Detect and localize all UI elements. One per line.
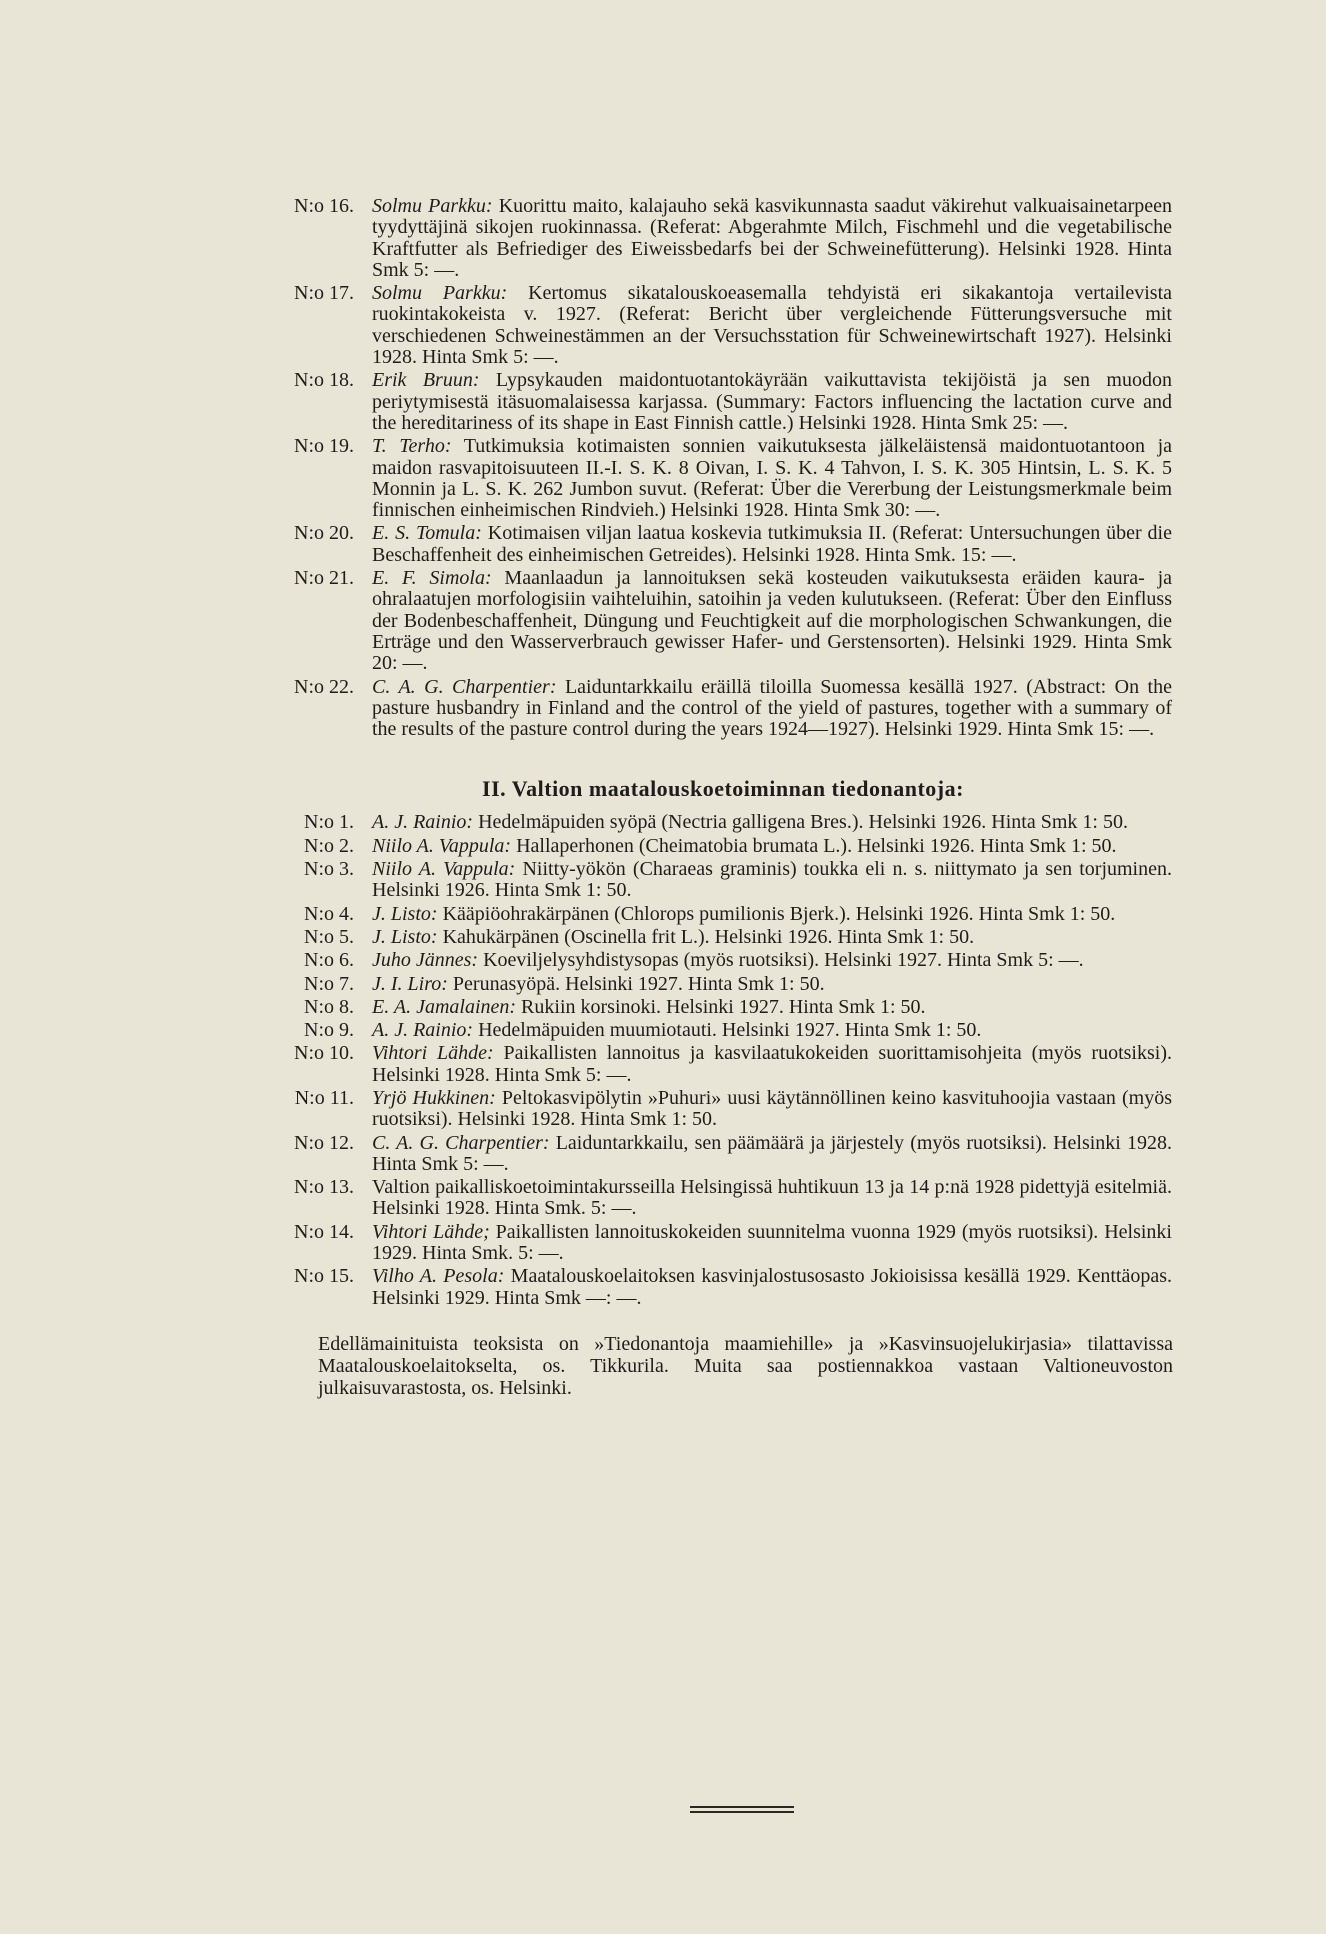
entry-author: Solmu Parkku: — [372, 282, 508, 305]
entry-author: C. A. G. Charpentier: — [372, 675, 557, 698]
entry-text — [372, 974, 1172, 995]
entry-description: Hallaperhonen (Cheimatobia brumata L.). Helsinki 1926. Hinta Smk 1: 50. — [511, 834, 1117, 857]
section-heading: II. Valtion maatalouskoetoiminnan tiedonantoja: — [482, 776, 964, 802]
entry-description: Maatalouskoelaitoksen kasvinjalostusosasto Jokioisissa kesällä 1929. Kenttäopas. Helsinki 1929. Hinta Smk —: —. — [372, 1265, 1172, 1309]
entry-description: Niitty-yökön (Charaeas graminis) toukka eli n. s. niittymato ja sen torjuminen. Helsinki 1926. Hinta Smk 1: 50. — [372, 858, 1172, 902]
entry-author: C. A. G. Charpentier: — [372, 1131, 550, 1154]
publication-entry — [0, 1043, 1326, 1086]
entry-number: N:o 3. — [304, 858, 354, 881]
publication-entry — [0, 436, 1326, 521]
publication-entry — [0, 523, 1326, 566]
closing-rule-top — [690, 1806, 794, 1808]
entry-description: Kuorittu maito, kalajauho sekä kasvikunnasta saadut väkirehut valkuaisainetarpeen tyydyttäjinä sikojen ruokinnassa. (Referat: Abgerahmte Milch, Fischmehl und die vegetabilische Kraftfutter als Befriediger des Eiweissbedarfs bei der Schweinefütterung). Helsinki 1928. Hinta Smk 5: —. — [372, 195, 1173, 281]
footer-note: Edellämainituista teoksista on »Tiedonantoja maamiehille» ja »Kasvinsuojelukirjasia» tilattavissa Maatalouskoelaitokselta, os. Tikkurila. Muita saa postiennakkoa vastaan Valtioneuvoston julkaisuvarastosta, os. Helsinki. — [318, 1332, 1173, 1399]
entry-text — [372, 370, 1172, 434]
entry-text — [372, 283, 1172, 368]
entry-number: N:o 21. — [294, 567, 354, 590]
entry-description: Rukiin korsinoki. Helsinki 1927. Hinta Smk 1: 50. — [516, 995, 926, 1018]
closing-rule-bottom — [690, 1811, 794, 1813]
entry-description: Paikallisten lannoitus ja kasvilaatukokeiden suorittamisohjeita (myös ruotsiksi). Helsinki 1928. Hinta Smk 5: —. — [372, 1042, 1172, 1086]
entry-description: Hedelmäpuiden muumiotauti. Helsinki 1927. Hinta Smk 1: 50. — [473, 1019, 982, 1042]
publication-entry — [0, 836, 1326, 857]
entry-author: A. J. Rainio: — [372, 811, 474, 834]
entry-number: N:o 16. — [294, 195, 354, 217]
entry-text — [372, 1177, 1172, 1220]
publication-list-one — [0, 196, 1326, 740]
publication-entry — [0, 859, 1326, 902]
publication-entry — [0, 927, 1326, 948]
entry-text — [372, 859, 1172, 902]
entry-description: Hedelmäpuiden syöpä (Nectria galligena Bres.). Helsinki 1926. Hinta Smk 1: 50. — [473, 811, 1128, 834]
entry-text — [372, 904, 1172, 925]
entry-text — [372, 523, 1172, 566]
page-content — [0, 196, 1326, 1399]
entry-number: N:o 1. — [304, 811, 354, 834]
publication-entry — [0, 997, 1326, 1018]
entry-author: E. A. Jamalainen: — [372, 995, 517, 1018]
entry-description: Laiduntarkkailu eräillä tiloilla Suomessa kesällä 1927. (Abstract: On the pasture husbandry in Finland and the control of the yield of pastures, together with a summary of the results of the pasture control during the years 1924—1927). Helsinki 1929. Hinta Smk 15: —. — [372, 675, 1172, 741]
entry-number: N:o 8. — [304, 995, 354, 1018]
entry-text — [372, 812, 1172, 833]
entry-description: Laiduntarkkailu, sen päämäärä ja järjestely (myös ruotsiksi). Helsinki 1928. Hinta Smk 5: —. — [372, 1131, 1173, 1175]
publication-entry — [0, 568, 1326, 674]
entry-author: A. J. Rainio: — [372, 1019, 474, 1042]
entry-number: N:o 4. — [304, 902, 354, 925]
entry-text — [372, 1266, 1172, 1309]
publication-entry — [0, 196, 1326, 281]
entry-author: Solmu Parkku: — [372, 195, 493, 217]
publication-entry — [0, 1222, 1326, 1265]
entry-author: E. F. Simola: — [372, 567, 492, 590]
publication-entry — [0, 974, 1326, 995]
entry-author: Vihtori Lähde: — [372, 1042, 494, 1065]
publication-entry — [0, 283, 1326, 368]
entry-number: N:o 14. — [294, 1220, 354, 1243]
entry-text — [372, 1020, 1172, 1041]
publication-entry — [0, 1177, 1326, 1220]
publication-entry — [0, 1133, 1326, 1176]
entry-description: Kääpiöohrakärpänen (Chlorops pumilionis Bjerk.). Helsinki 1926. Hinta Smk 1: 50. — [437, 902, 1116, 925]
entry-number: N:o 17. — [294, 282, 354, 305]
entry-text — [372, 436, 1172, 521]
publication-entry — [0, 1266, 1326, 1309]
entry-description: Koeviljelysyhdistysopas (myös ruotsiksi). Helsinki 1927. Hinta Smk 5: —. — [478, 949, 1084, 972]
entry-text — [372, 677, 1172, 741]
entry-number: N:o 20. — [294, 522, 354, 545]
publication-entry — [0, 677, 1326, 741]
entry-author: Erik Bruun: — [372, 369, 480, 392]
entry-number: N:o 13. — [294, 1176, 354, 1199]
entry-text — [372, 927, 1172, 948]
entry-number: N:o 6. — [304, 949, 354, 972]
entry-description: Kotimaisen viljan laatua koskevia tutkimuksia II. (Referat: Untersuchungen über die Beschaffenheit des einheimischen Getreides). Helsinki 1928. Hinta Smk. 15: —. — [372, 522, 1172, 566]
entry-text — [372, 1088, 1172, 1131]
entry-number: N:o 12. — [294, 1131, 354, 1154]
entry-author: Juho Jännes: — [372, 949, 479, 972]
entry-text — [372, 1133, 1172, 1176]
entry-number: N:o 15. — [294, 1265, 354, 1288]
entry-author: J. I. Liro: — [372, 972, 448, 995]
entry-number: N:o 10. — [294, 1042, 354, 1065]
entry-author: Vilho A. Pesola: — [372, 1265, 505, 1288]
entry-author: J. Listo: — [372, 902, 438, 925]
entry-number: N:o 22. — [294, 675, 354, 698]
entry-description: Paikallisten lannoituskokeiden suunnitelma vuonna 1929 (myös ruotsiksi). Helsinki 1929. Hinta Smk. 5: —. — [372, 1220, 1172, 1265]
publication-entry — [0, 1088, 1326, 1131]
entry-description: Perunasyöpä. Helsinki 1927. Hinta Smk 1: 50. — [447, 972, 825, 995]
entry-description: Kahukärpänen (Oscinella frit L.). Helsinki 1926. Hinta Smk 1: 50. — [437, 925, 975, 948]
entry-number: N:o 11. — [294, 1086, 354, 1109]
entry-number: N:o 2. — [304, 834, 354, 857]
entry-text — [372, 836, 1172, 857]
publication-list-two — [0, 812, 1326, 1309]
entry-number: N:o 9. — [304, 1019, 354, 1042]
entry-text — [372, 196, 1172, 281]
entry-description: Tutkimuksia kotimaisten sonnien vaikutuksesta jälkeläistensä maidontuotantoon ja maidon rasvapitoisuuteen II.-I. S. K. 8 Oivan, I. S. K. 4 Tahvon, I. S. K. 305 Hintsin, L. S. K. 5 Monnin ja L. S. K. 262 Jumbon suvut. (Referat: Über die Vererbung der Leistungsmerkmale beim finnischen einheimischen Rindvieh.) Helsinki 1928. Hinta Smk 30: —. — [372, 435, 1172, 522]
publication-entry — [0, 904, 1326, 925]
entry-text — [372, 1222, 1172, 1265]
entry-number: N:o 7. — [304, 972, 354, 995]
entry-number: N:o 19. — [294, 435, 354, 458]
entry-description: Maanlaadun ja lannoituksen sekä kosteuden vaikutuksesta eräiden kaura- ja ohralaatujen morfologisiin vaihteluihin, satoihin ja veden kulutukseen. (Referat: Über den Einfluss der Bodenbeschaffenheit, Düngung und Feuchtigkeit auf die morphologischen Schwankungen, die Erträge und den Wasserverbrauch gewisser Hafer- und Gerstensorten). Helsinki 1929. Hinta Smk 20: —. — [372, 567, 1173, 675]
entry-text — [372, 997, 1172, 1018]
entry-author: J. Listo: — [372, 925, 438, 948]
publication-entry — [0, 950, 1326, 971]
entry-text — [372, 1043, 1172, 1086]
publication-entry — [0, 1020, 1326, 1041]
entry-description: Lypsykauden maidontuotantokäyrään vaikuttavista tekijöistä ja sen muodon periytymisestä itäsuomalaisessa karjassa. (Summary: Factors influencing the lactation curve and the hereditariness of its shape in East Finnish cattle.) Helsinki 1928. Hinta Smk 25: —. — [372, 369, 1172, 434]
entry-description: Kertomus sikatalouskoeasemalla tehdyistä eri sikakantoja vertailevista ruokintakokeista v. 1927. (Referat: Bericht über vergleichende Fütterungsversuche mit verschiedenen Schweinestämmen an der Versuchsstation für Schweinewirtschaft 1927). Helsinki 1928. Hinta Smk 5: —. — [372, 282, 1173, 369]
entry-author: Niilo A. Vappula: — [372, 858, 516, 881]
entry-number: N:o 5. — [304, 925, 354, 948]
publication-entry — [0, 370, 1326, 434]
entry-description: Peltokasvipölytin »Puhuri» uusi käytännöllinen keino kasvituhoojia vastaan (myös ruotsiksi). Helsinki 1928. Hinta Smk 1: 50. — [372, 1086, 1172, 1131]
entry-author: Yrjö Hukkinen: — [372, 1086, 496, 1109]
entry-number: N:o 18. — [294, 369, 354, 392]
publication-entry — [0, 812, 1326, 833]
entry-text — [372, 568, 1172, 674]
entry-author: E. S. Tomula: — [372, 522, 482, 545]
entry-author: Niilo A. Vappula: — [372, 834, 512, 857]
entry-author: Vihtori Lähde; — [372, 1220, 490, 1243]
entry-author: T. Terho: — [372, 435, 452, 458]
entry-description: Valtion paikalliskoetoimintakursseilla Helsingissä huhtikuun 13 ja 14 p:nä 1928 pidettyjä esitelmiä. Helsinki 1928. Hinta Smk. 5: —. — [372, 1176, 1172, 1220]
entry-text — [372, 950, 1172, 971]
